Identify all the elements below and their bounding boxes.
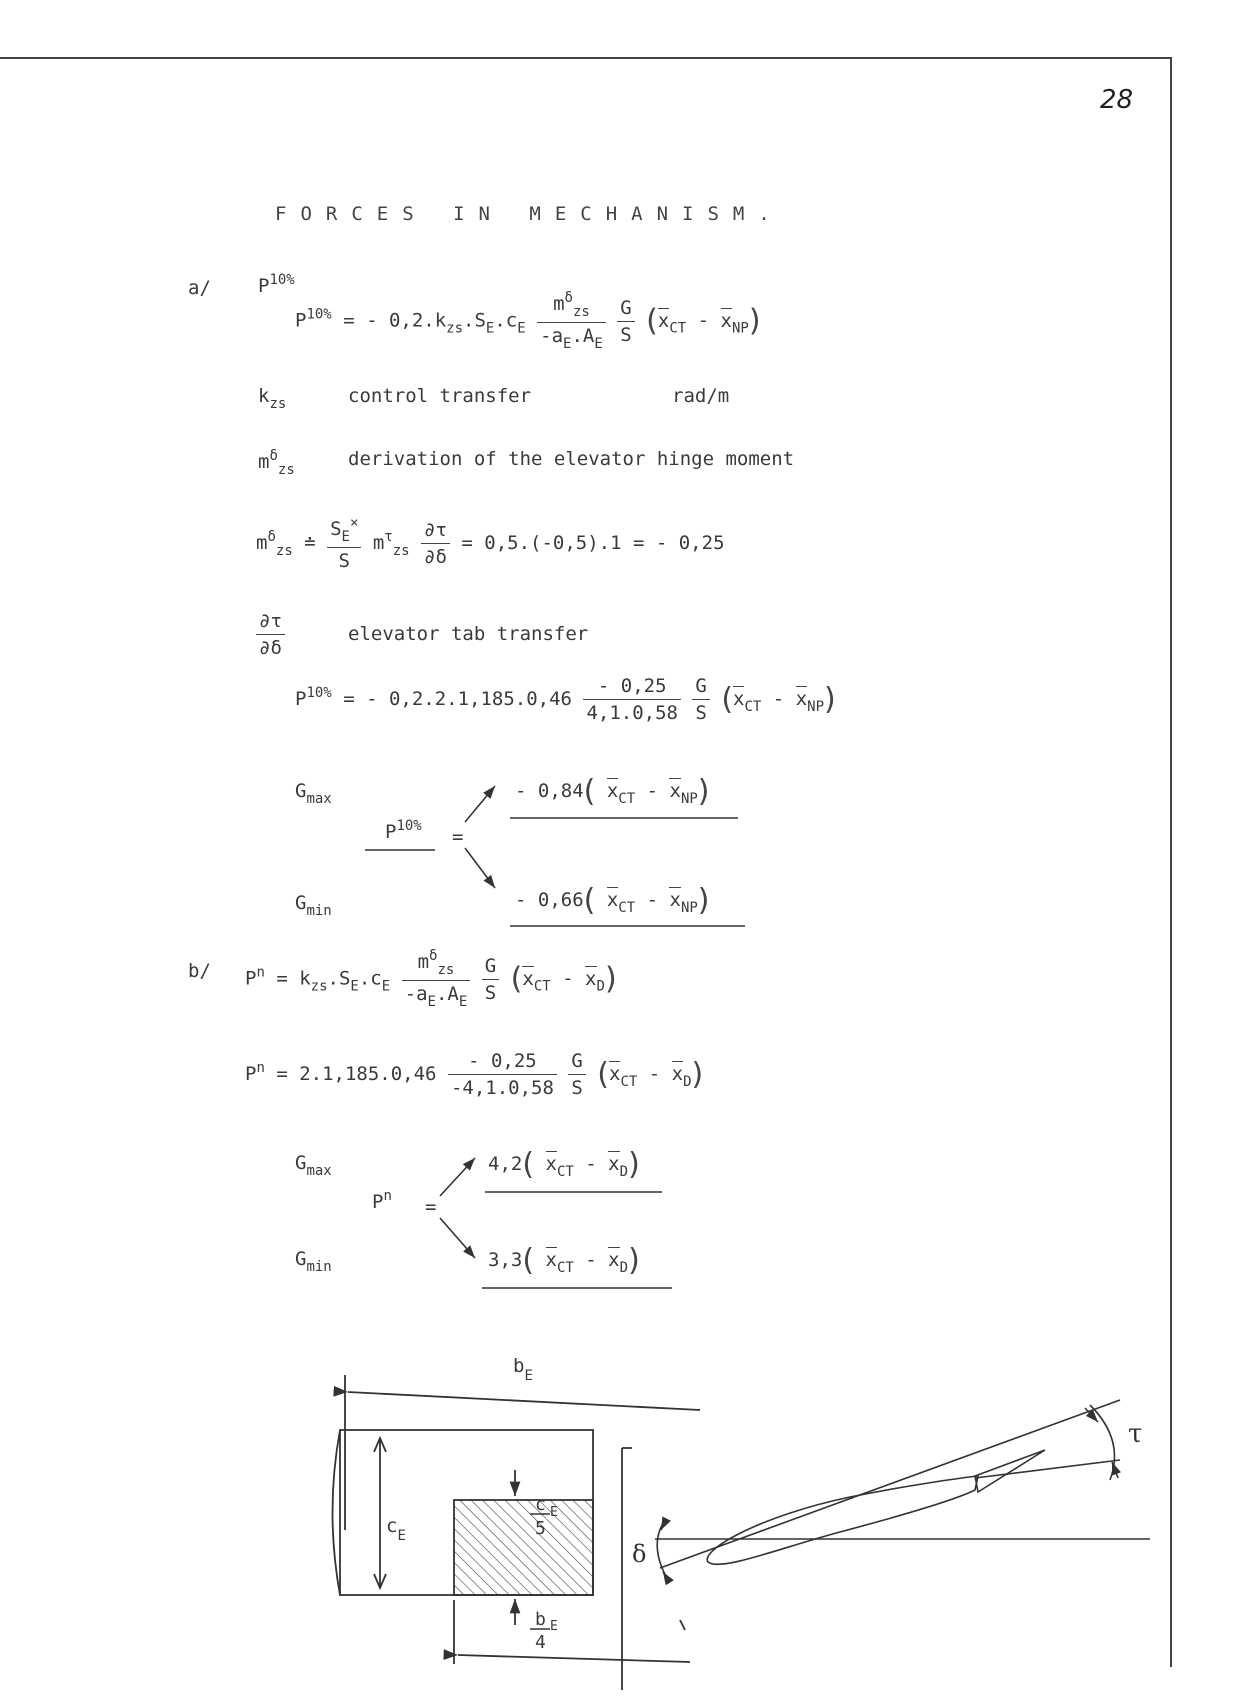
page-title: FORCES IN MECHANISM. (275, 203, 784, 225)
result-a-min: - 0,66( $x_{CT} - x_{NP}$) (515, 883, 710, 918)
b4-fraction (530, 1609, 558, 1653)
equation-a1: $P^{10\%}$ = - $0,2.k_{zs}.S_E.c_E$ $\frac{m^\delta_{zs}}{-a_E.A_E}$ $\frac{G}{S}$ $(x_{CT} - x_{NP})$ (295, 290, 761, 352)
svg-text:5: 5 (535, 1518, 546, 1539)
ce-label: $c_E$ (386, 1515, 406, 1544)
svg-text:E: E (550, 1505, 558, 1520)
delta-angle-label: δ (632, 1540, 647, 1568)
result-a-max: - 0,84( $x_{CT} - x_{NP}$) (515, 774, 710, 809)
equation-b1: $P^n = k_{zs}.S_E.c_E$ $\frac{m^\delta_{zs}}{-a_E.A_E}$ $\frac{G}{S}$ $(x_{CT} - x_D)$ (245, 948, 617, 1010)
result-b-arrows (440, 1158, 672, 1288)
svg-text:b: b (535, 1609, 546, 1630)
equation-mzs: $m^\delta_{zs}$ ≐ $\frac{S_E^\times}{S}$ $m^\tau_{zs}$ $\frac{\partial\tau}{\partial\delta}$ = 0,5.(-0,5).1 = - 0,25 (256, 515, 725, 572)
svg-text:4: 4 (535, 1632, 546, 1653)
mzs-definition: derivation of the elevator hinge moment (348, 448, 795, 470)
p10-label-a: $P^{10\%}$ (385, 818, 422, 843)
be-label: $b_E$ (513, 1355, 533, 1384)
kzs-definition: control transfer (348, 385, 532, 407)
mzs-symbol: $m^\delta_{zs}$ (258, 448, 295, 478)
result-b-min: 3,3( $x_{CT} - x_D$) (488, 1243, 640, 1278)
result-a-arrows (365, 786, 745, 926)
part-a-heading: $P^{10\%}$ (258, 272, 295, 297)
equation-a2: $P^{10\%}$ = - 0,2.2.1,185.0,46 $\frac{- 0,25}{4,1.0,58}$ $\frac{G}{S}$ $(x_{CT} - x_{NP})$ (295, 675, 836, 724)
kzs-symbol: $k_{zs}$ (258, 385, 287, 412)
gmin-label-b: $G_{min}$ (295, 1248, 332, 1275)
tau-angle-label: τ (1128, 1419, 1143, 1449)
gmax-label-a: $G_{max}$ (295, 780, 332, 807)
equals-b: = (425, 1196, 437, 1218)
tab-transfer-symbol: $\frac{\partial\tau}{\partial\delta}$ (256, 610, 285, 659)
result-b-max: 4,2( $x_{CT} - x_D$) (488, 1147, 640, 1182)
fraction-g-s: $\frac{G}{S}$ (617, 297, 634, 346)
kzs-unit: rad/m (672, 385, 730, 407)
svg-text:c: c (535, 1494, 546, 1515)
part-b-label: b/ (188, 960, 211, 982)
equals-a: = (452, 826, 464, 848)
page-number: 28 (1100, 85, 1134, 115)
equation-b2: $P^n = 2.1,185.0,46$ $\frac{- 0,25}{-4,1.0,58}$ $\frac{G}{S}$ $(x_{CT} - x_D)$ (245, 1050, 704, 1099)
part-a-label: a/ (188, 277, 211, 299)
airfoil-section-diagram (655, 1400, 1150, 1580)
gmin-label-a: $G_{min}$ (295, 892, 332, 919)
gmax-label-b: $G_{max}$ (295, 1152, 332, 1179)
svg-text:E: E (550, 1619, 558, 1634)
pn-label-b: $P^n$ (372, 1188, 392, 1213)
tab-transfer-definition: elevator tab transfer (348, 623, 589, 645)
fraction-hinge: $\frac{m^\delta_{zs}}{-a_E.A_E}$ (537, 290, 606, 352)
